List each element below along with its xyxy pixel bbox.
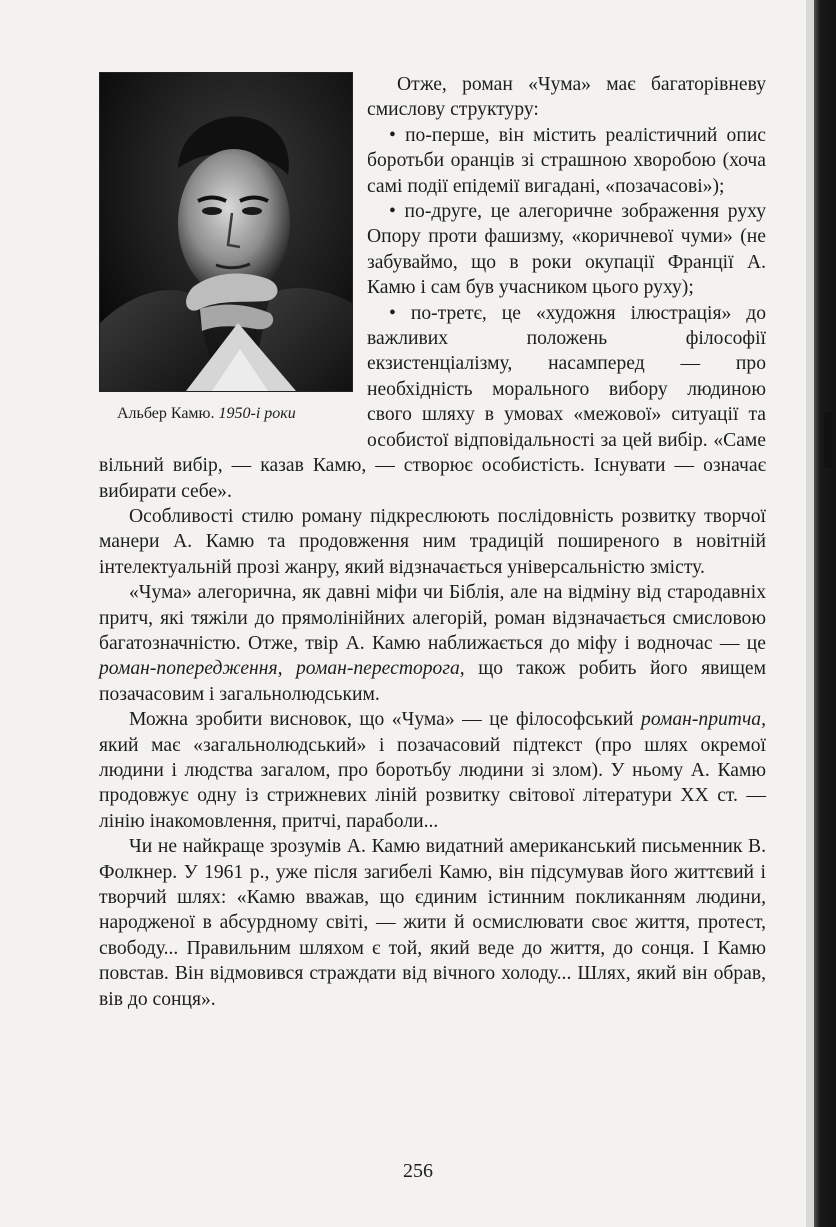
paragraph-faulkner: Чи не найкраще зрозумів А. Камю видатний американський письменник В. Фолкнер. У 1961 р., уже після загибелі Камю, він підсумував його життєвий і творчий шлях: «Камю вважав, що єдиним істинним покликанням людини, народженої в абсурдному світі, — жити й осмислювати своє життя, протест, свободу... Правильним шляхом є той, який веде до життя, до сонця. І Камю повстав. Він відмовився страждати від вічного холоду... Шлях, який він обрав, вів до сонця». xyxy=(99,836,766,1010)
bullet-third: • по-третє, це «художня ілюстрація» до важливих положень філософії екзистенціалізму, насамперед — про необхідність морального вибору людиною свого шляху в умовах «межової» ситуації та особистої відповідальності за цей вибір. «Саме вільний вибір, — казав Камю, — створює особистість. Існувати — означає вибирати себе». xyxy=(99,302,766,502)
edge-mark xyxy=(824,412,832,468)
photo-figure xyxy=(99,72,353,424)
paragraph-conclusion-emphasis: роман-притча, xyxy=(641,709,766,731)
paragraph-style: Особливості стилю роману підкреслюють послідовність розвитку творчої манери А. Камю та продовження ним традицій поширеного в новітній інтелектуальній прозі жанру, який відзначається універсальністю змісту. xyxy=(99,505,766,578)
paragraph-allegory-emphasis: роман-попередження, роман-пересторога, xyxy=(99,658,465,680)
portrait-illustration xyxy=(100,73,352,391)
caption-years: 1950-і роки xyxy=(218,405,296,422)
paragraph-allegory-text-b: що також робить його явищем позачасовим і загальнолюдським. xyxy=(99,658,766,705)
paragraph-conclusion-text-b: який має «загальнолюдський» і позачасовий підтекст (про шлях окремої людини і людства загалом, про боротьбу людини зі злом). У ньому А. Камю продовжує одну із стрижневих ліній розвитку світової літератури XX ст. — лінію інакомовлення, притчі, параболи... xyxy=(99,734,766,832)
caption-name: Альбер Камю. xyxy=(117,405,215,422)
paragraph-allegory xyxy=(99,580,766,707)
paragraph-1: Отже, роман «Чума» має багаторівневу смислову структуру: xyxy=(367,74,766,121)
page-text xyxy=(99,72,766,1012)
paragraph-allegory-text-a: «Чума» алегорична, як давні міфи чи Біблія, але на відміну від стародавніх притч, які тяжіли до прямолінійних алегорій, роман відзначається смисловою багатозначністю. Отже, твір А. Камю наближається до міфу і водночас — це xyxy=(99,582,766,654)
paragraph-conclusion-text-a: Можна зробити висновок, що «Чума» — це філософський xyxy=(129,709,642,731)
book-spine-edge xyxy=(806,0,836,1227)
photo-caption xyxy=(117,404,353,424)
page-number: 256 xyxy=(403,1160,433,1182)
portrait-photo xyxy=(99,72,353,392)
bullet-second: • по-друге, це алегоричне зображення руху Опору проти фашизму, «коричневої чуми» (не забуваймо, що в роки окупації Франції А. Камю і сам був учасником цього руху); xyxy=(367,201,766,299)
paragraph-conclusion xyxy=(99,707,766,834)
bullet-first: • по-перше, він містить реалістичний опис боротьби оранців зі страшною хворобою (хоча самі події епідемії вигадані, «позачасові»); xyxy=(367,124,766,197)
